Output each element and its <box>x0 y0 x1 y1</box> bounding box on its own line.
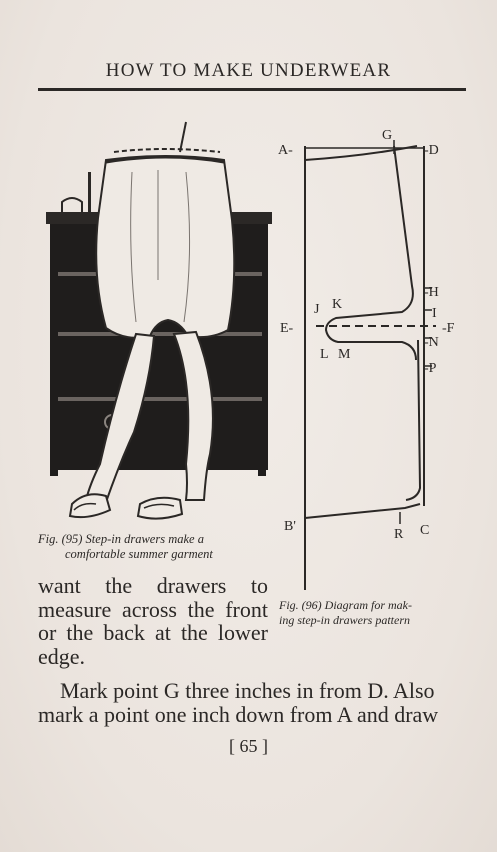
body-line: edge. <box>38 643 86 669</box>
point-d-label: -D <box>424 143 439 158</box>
body-line: Mark point G three inches in from D. Also <box>60 678 435 703</box>
point-g-label: G <box>382 128 393 143</box>
figure-95-caption-line-1: Fig. (95) Step-in drawers make a <box>38 532 204 546</box>
figure-96-diagram <box>276 120 472 590</box>
figure-95-caption-line-2: comfortable summer garment <box>65 547 213 561</box>
body-line: mark a point one inch down from A and draw <box>38 701 439 727</box>
figure-95-illustration <box>36 112 276 532</box>
body-column-text <box>38 574 268 668</box>
figure-96-caption <box>279 598 469 628</box>
body-line: or the back at the lower <box>38 620 268 645</box>
body-line: measure across the front <box>38 596 268 622</box>
point-l-label: L <box>320 347 329 362</box>
figure-95-caption <box>38 532 268 562</box>
point-e-label: E- <box>280 321 294 336</box>
point-b-label: B' <box>284 519 296 534</box>
body-paragraph <box>38 679 466 726</box>
page-number: [ 65 ] <box>229 736 268 756</box>
point-r-label: R <box>394 527 404 542</box>
body-line: want the drawers to <box>38 573 268 598</box>
point-k-label: K <box>332 297 343 312</box>
point-m-label: M <box>338 347 351 362</box>
point-i-label: I <box>432 306 437 321</box>
running-header: HOW TO MAKE UNDERWEAR <box>105 60 392 81</box>
point-h-label: -H <box>424 285 439 300</box>
point-a-label: A- <box>278 143 293 158</box>
point-p-label: -P <box>424 361 437 376</box>
header-rule <box>38 88 466 91</box>
figure-96-caption-line-2: ing step-in drawers pattern <box>279 613 410 627</box>
point-f-label: -F <box>442 321 455 336</box>
point-j-label: J <box>314 302 320 317</box>
figure-96-caption-line-1: Fig. (96) Diagram for mak- <box>279 598 412 612</box>
point-c-label: C <box>420 523 430 538</box>
point-n-label: -N <box>424 335 439 350</box>
